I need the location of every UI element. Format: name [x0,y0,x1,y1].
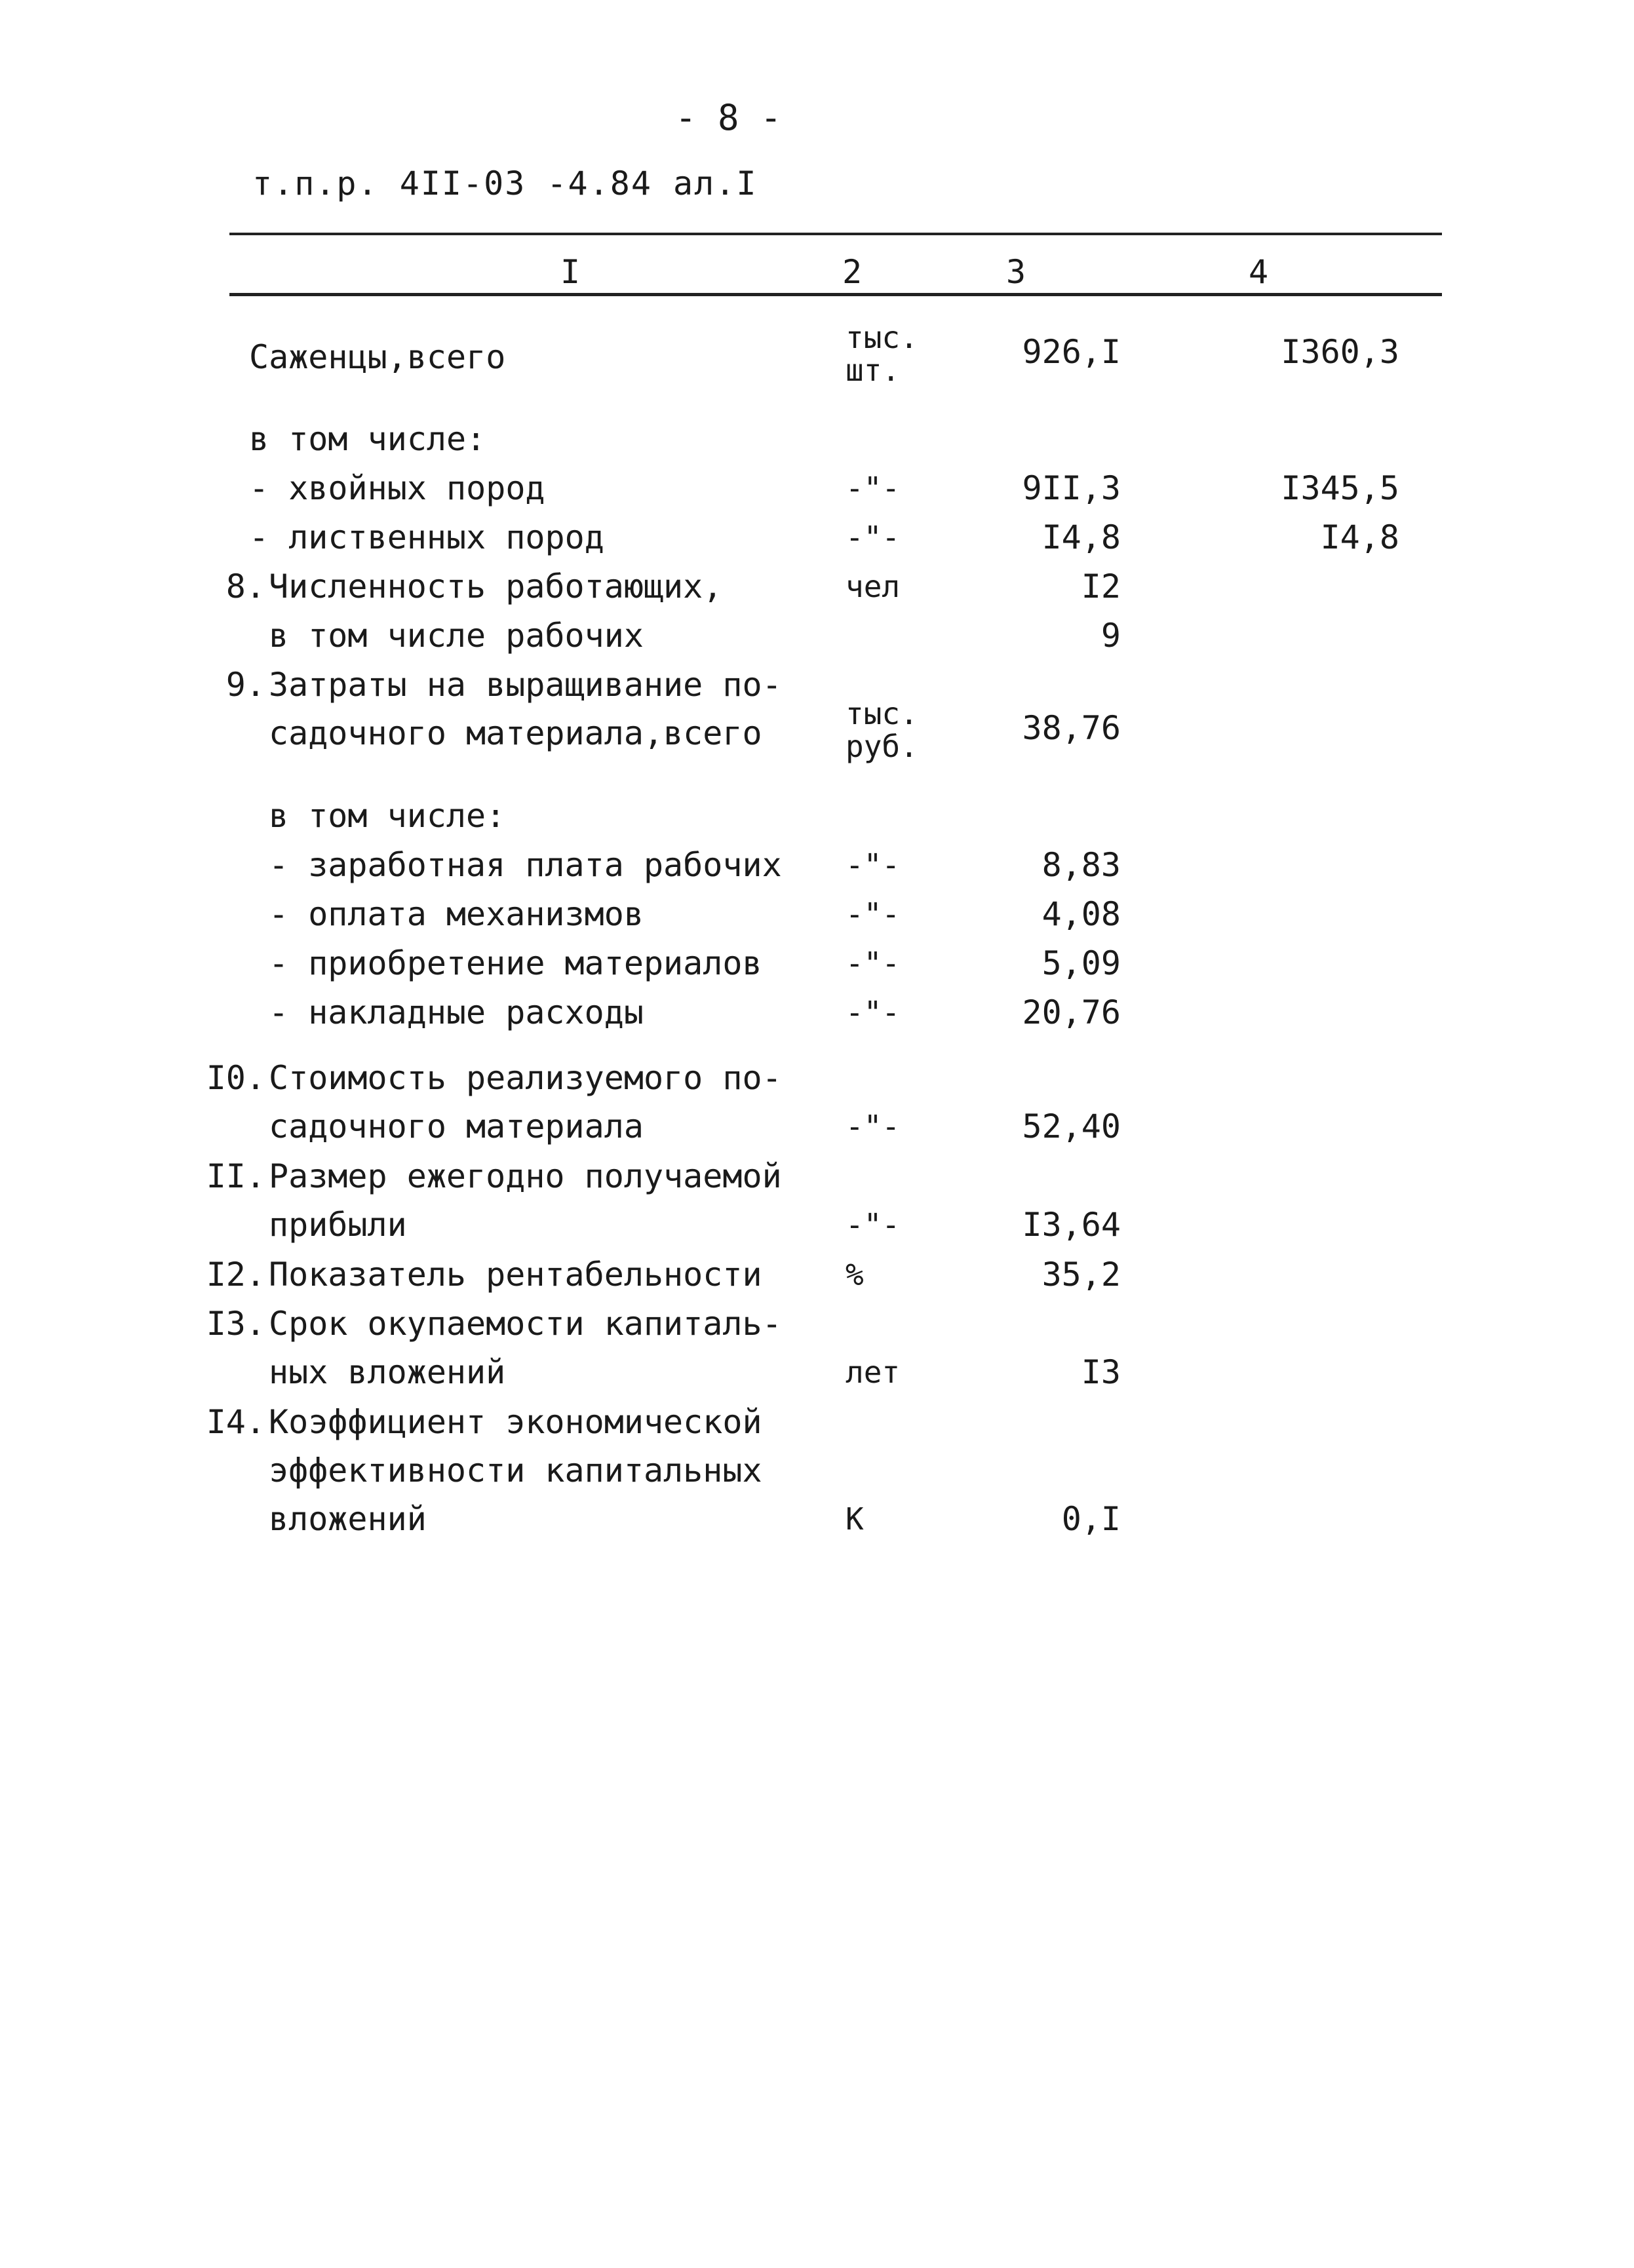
header-col-2: 2 [842,253,863,291]
row-label: Показатель рентабельности [269,1256,762,1294]
row-label: Численность работающих, [269,567,723,605]
row-number: 8. [225,567,265,605]
value-col-3: I3,64 [1022,1206,1121,1244]
value-col-4: I345,5 [1281,469,1399,507]
row-number: I3. [206,1305,265,1343]
row-label: Затраты на выращивание по- [269,666,782,704]
row-label: Срок окупаемости капиталь- [269,1305,782,1343]
header-col-3: 3 [1006,253,1026,291]
value-col-3: 35,2 [1041,1256,1121,1294]
value-col-3: 9 [1100,617,1121,655]
row-unit: лет [846,1355,901,1390]
value-col-3: 20,76 [1022,993,1121,1031]
row-unit: -"- [846,520,901,555]
row-unit: К [846,1501,864,1537]
value-col-3: 0,I [1061,1500,1121,1538]
value-col-3: I2 [1081,567,1121,605]
row-label: вложений [269,1500,427,1538]
value-col-3: 926,I [1022,333,1121,371]
value-col-3: 9II,3 [1022,469,1121,507]
table-top-rule [229,233,1442,235]
value-col-3: 52,40 [1022,1107,1121,1145]
value-col-3: I3 [1081,1353,1121,1391]
row-label: Размер ежегодно получаемой [269,1157,782,1195]
value-col-4: I360,3 [1281,333,1399,371]
row-number: I2. [206,1256,265,1294]
row-unit: -"- [846,1207,901,1242]
row-number: I0. [206,1059,265,1097]
header-col-4: 4 [1249,253,1269,291]
row-unit: % [846,1257,864,1292]
value-col-4: I4,8 [1320,518,1399,556]
row-label: - хвойных пород [249,469,545,507]
value-col-3: 5,09 [1041,944,1121,982]
row-unit: тыс. [846,696,918,731]
row-label: в том числе: [249,420,486,458]
row-label: Саженцы,всего [249,338,506,376]
row-label: - накладные расходы [269,993,644,1031]
row-label: садочного материала,всего [269,714,762,752]
row-number: II. [206,1157,265,1195]
value-col-3: I4,8 [1041,518,1121,556]
row-unit: чел [846,569,901,604]
row-unit: -"- [846,946,901,981]
row-unit: тыс. [846,320,918,355]
header-bottom-rule [229,293,1442,296]
header-col-1: I [560,253,581,291]
row-label: - оплата механизмов [269,895,644,933]
row-number: 9. [225,666,265,704]
row-label: - заработная плата рабочих [269,846,782,884]
row-unit: -"- [846,995,901,1030]
value-col-3: 4,08 [1041,895,1121,933]
row-label: - приобретение материалов [269,944,762,982]
row-label: садочного материала [269,1107,644,1145]
row-unit: шт. [846,353,901,388]
row-label: прибыли [269,1206,407,1244]
row-unit: -"- [846,471,901,506]
row-label: Коэффициент экономической [269,1403,762,1441]
value-col-3: 8,83 [1041,846,1121,884]
row-unit: -"- [846,847,901,883]
row-label: - лиственных пород [249,518,604,556]
row-label: ных вложений [269,1353,506,1391]
row-unit: -"- [846,1109,901,1144]
row-number: I4. [206,1403,265,1441]
row-label: в том числе рабочих [269,617,644,655]
value-col-3: 38,76 [1022,709,1121,747]
row-unit: -"- [846,896,901,932]
document-code: т.п.р. 4II-03 -4.84 ал.I [252,164,758,202]
row-label: в том числе: [269,797,506,835]
row-label: Стоимость реализуемого по- [269,1059,782,1097]
row-unit: руб. [846,729,918,764]
page-number: - 8 - [675,97,782,138]
row-label: эффективности капитальных [269,1451,762,1490]
